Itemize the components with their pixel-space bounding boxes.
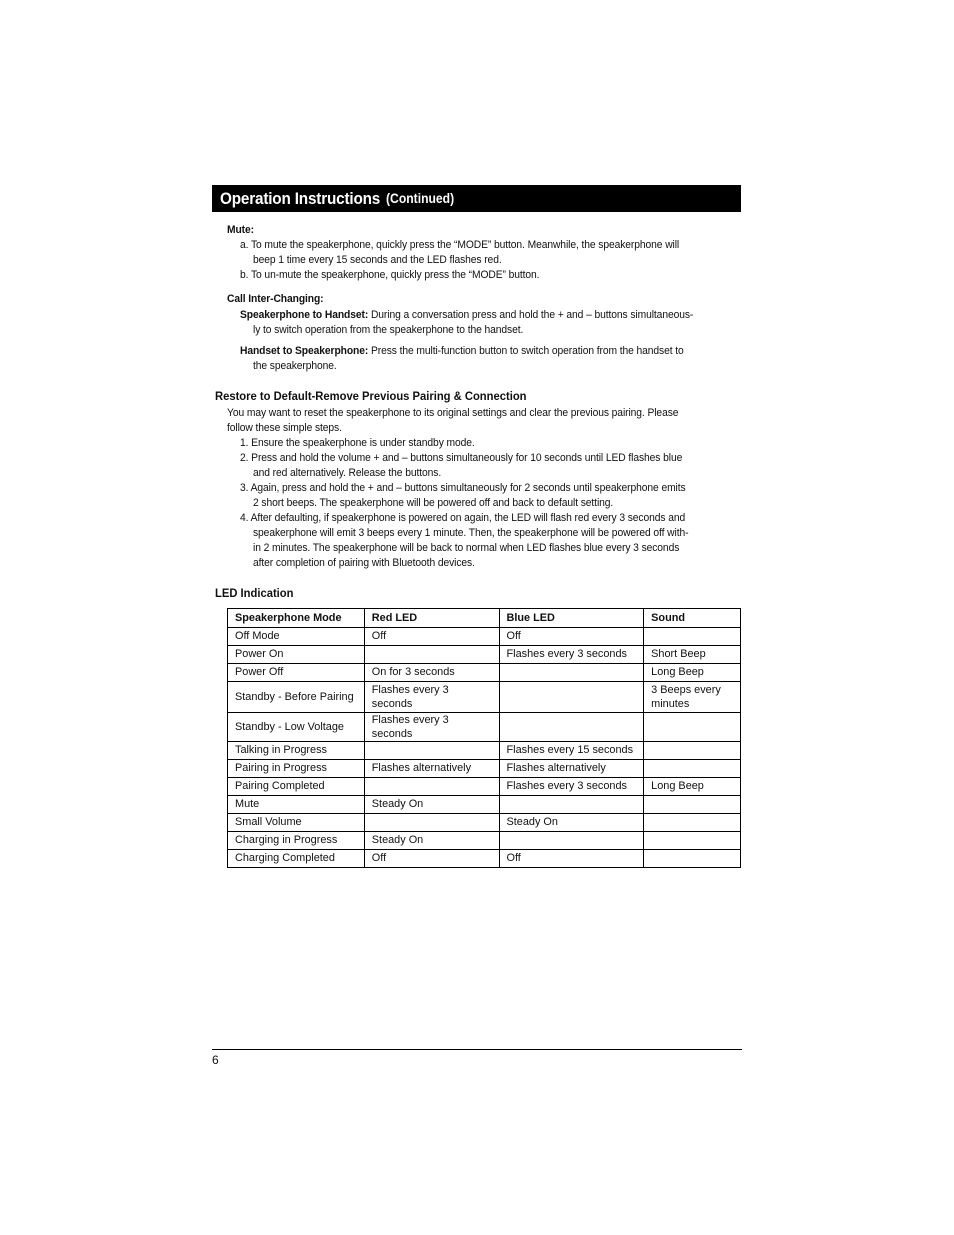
cell-blue-led: Off [499, 628, 644, 646]
cell-blue-led [499, 664, 644, 682]
cell-red-led: Flashes every 3 seconds [364, 713, 499, 742]
cell-sound [644, 832, 741, 850]
mute-step-a-line2: beep 1 time every 15 seconds and the LED flashes red. [253, 254, 502, 266]
cell-red-led: Steady On [364, 832, 499, 850]
table-row [228, 682, 741, 713]
restore-step-1: 1. Ensure the speakerphone is under standby mode. [240, 437, 475, 449]
led-indication-table [227, 608, 741, 868]
cell-sound: Short Beep [644, 646, 741, 664]
section-continued-label: (Continued) [385, 191, 455, 206]
table-row [228, 646, 741, 664]
cell-mode: Small Volume [228, 814, 365, 832]
cell-red-led: Off [364, 850, 499, 868]
cell-red-led: Flashes every 3 seconds [364, 682, 499, 713]
table-row [228, 760, 741, 778]
cell-blue-led: Flashes every 15 seconds [499, 742, 644, 760]
cell-blue-led [499, 796, 644, 814]
cell-mode: Off Mode [228, 628, 365, 646]
cell-red-led [364, 778, 499, 796]
cell-mode: Power Off [228, 664, 365, 682]
cell-sound [644, 713, 741, 742]
cell-mode: Talking in Progress [228, 742, 365, 760]
led-heading: LED Indication [215, 586, 294, 600]
speakerphone-to-handset-label: Speakerphone to Handset: [240, 309, 369, 321]
restore-step-2-line1: 2. Press and hold the volume + and – buttons simultaneously for 10 seconds until LED flashes blue [240, 452, 683, 464]
mute-step-b: b. To un-mute the speakerphone, quickly press the “MODE” button. [240, 269, 540, 281]
restore-step-3-line2: 2 short beeps. The speakerphone will be powered off and back to default setting. [253, 497, 614, 509]
cell-red-led [364, 646, 499, 664]
handset-to-speakerphone-text: Press the multi-function button to switch operation from the handset to [368, 345, 684, 357]
cell-mode: Power On [228, 646, 365, 664]
table-row [228, 628, 741, 646]
cell-blue-led: Flashes alternatively [499, 760, 644, 778]
cell-mode: Pairing in Progress [228, 760, 365, 778]
cell-red-led: On for 3 seconds [364, 664, 499, 682]
restore-step-4-line1: 4. After defaulting, if speakerphone is powered on again, the LED will flash red every 3 seconds and [240, 512, 686, 524]
call-heading: Call Inter-Changing: [227, 293, 324, 305]
column-header-sound: Sound [644, 609, 741, 628]
table-header-row [228, 609, 741, 628]
table-row [228, 814, 741, 832]
speakerphone-to-handset-text: During a conversation press and hold the + and – buttons simultaneous- [368, 309, 694, 321]
speakerphone-to-handset-line2: ly to switch operation from the speakerphone to the handset. [253, 324, 524, 336]
restore-step-4-line3: in 2 minutes. The speakerphone will be back to normal when LED flashes blue every 3 seconds [253, 542, 680, 554]
section-header-bar [212, 185, 741, 212]
table-row [228, 664, 741, 682]
cell-mode: Charging Completed [228, 850, 365, 868]
table-row [228, 778, 741, 796]
column-header-blue-led: Blue LED [499, 609, 644, 628]
cell-sound: Long Beep [644, 664, 741, 682]
mute-heading: Mute: [227, 224, 254, 236]
speakerphone-to-handset-line1 [240, 308, 693, 323]
handset-to-speakerphone-line1 [240, 344, 684, 359]
restore-step-2-line2: and red alternatively. Release the buttons. [253, 467, 442, 479]
mute-step-a-line1: a. To mute the speakerphone, quickly press the “MODE” button. Meanwhile, the speakerphone will [240, 239, 680, 251]
cell-red-led [364, 814, 499, 832]
cell-blue-led: Flashes every 3 seconds [499, 778, 644, 796]
cell-red-led: Flashes alternatively [364, 760, 499, 778]
cell-sound [644, 760, 741, 778]
cell-sound [644, 742, 741, 760]
cell-mode: Standby - Before Pairing [228, 682, 365, 713]
table-row [228, 832, 741, 850]
cell-blue-led [499, 832, 644, 850]
cell-blue-led [499, 682, 644, 713]
table-row [228, 850, 741, 868]
restore-step-3-line1: 3. Again, press and hold the + and – buttons simultaneously for 2 seconds until speakerphone emits [240, 482, 686, 494]
cell-blue-led: Off [499, 850, 644, 868]
cell-mode: Charging in Progress [228, 832, 365, 850]
cell-mode: Mute [228, 796, 365, 814]
column-header-red-led: Red LED [364, 609, 499, 628]
cell-mode: Standby - Low Voltage [228, 713, 365, 742]
table-row [228, 796, 741, 814]
restore-intro-line1: You may want to reset the speakerphone to its original settings and clear the previous pairing. Please [227, 407, 679, 419]
cell-sound [644, 814, 741, 832]
table-row [228, 713, 741, 742]
cell-sound [644, 850, 741, 868]
cell-sound [644, 796, 741, 814]
cell-sound [644, 628, 741, 646]
column-header-mode: Speakerphone Mode [228, 609, 365, 628]
restore-heading: Restore to Default-Remove Previous Pairing & Connection [215, 389, 527, 403]
cell-red-led [364, 742, 499, 760]
cell-sound: Long Beep [644, 778, 741, 796]
footer-divider [212, 1049, 742, 1050]
restore-step-4-line4: after completion of pairing with Bluetooth devices. [253, 557, 475, 569]
cell-sound: 3 Beeps every minutes [644, 682, 741, 713]
cell-red-led: Steady On [364, 796, 499, 814]
restore-intro-line2: follow these simple steps. [227, 422, 342, 434]
page-number: 6 [212, 1053, 219, 1067]
cell-mode: Pairing Completed [228, 778, 365, 796]
cell-blue-led: Flashes every 3 seconds [499, 646, 644, 664]
handset-to-speakerphone-label: Handset to Speakerphone: [240, 345, 369, 357]
restore-step-4-line2: speakerphone will emit 3 beeps every 1 minute. Then, the speakerphone will be powered off with- [253, 527, 689, 539]
cell-red-led: Off [364, 628, 499, 646]
handset-to-speakerphone-line2: the speakerphone. [253, 360, 337, 372]
cell-blue-led [499, 713, 644, 742]
section-title: Operation Instructions [220, 188, 381, 208]
cell-blue-led: Steady On [499, 814, 644, 832]
table-row [228, 742, 741, 760]
